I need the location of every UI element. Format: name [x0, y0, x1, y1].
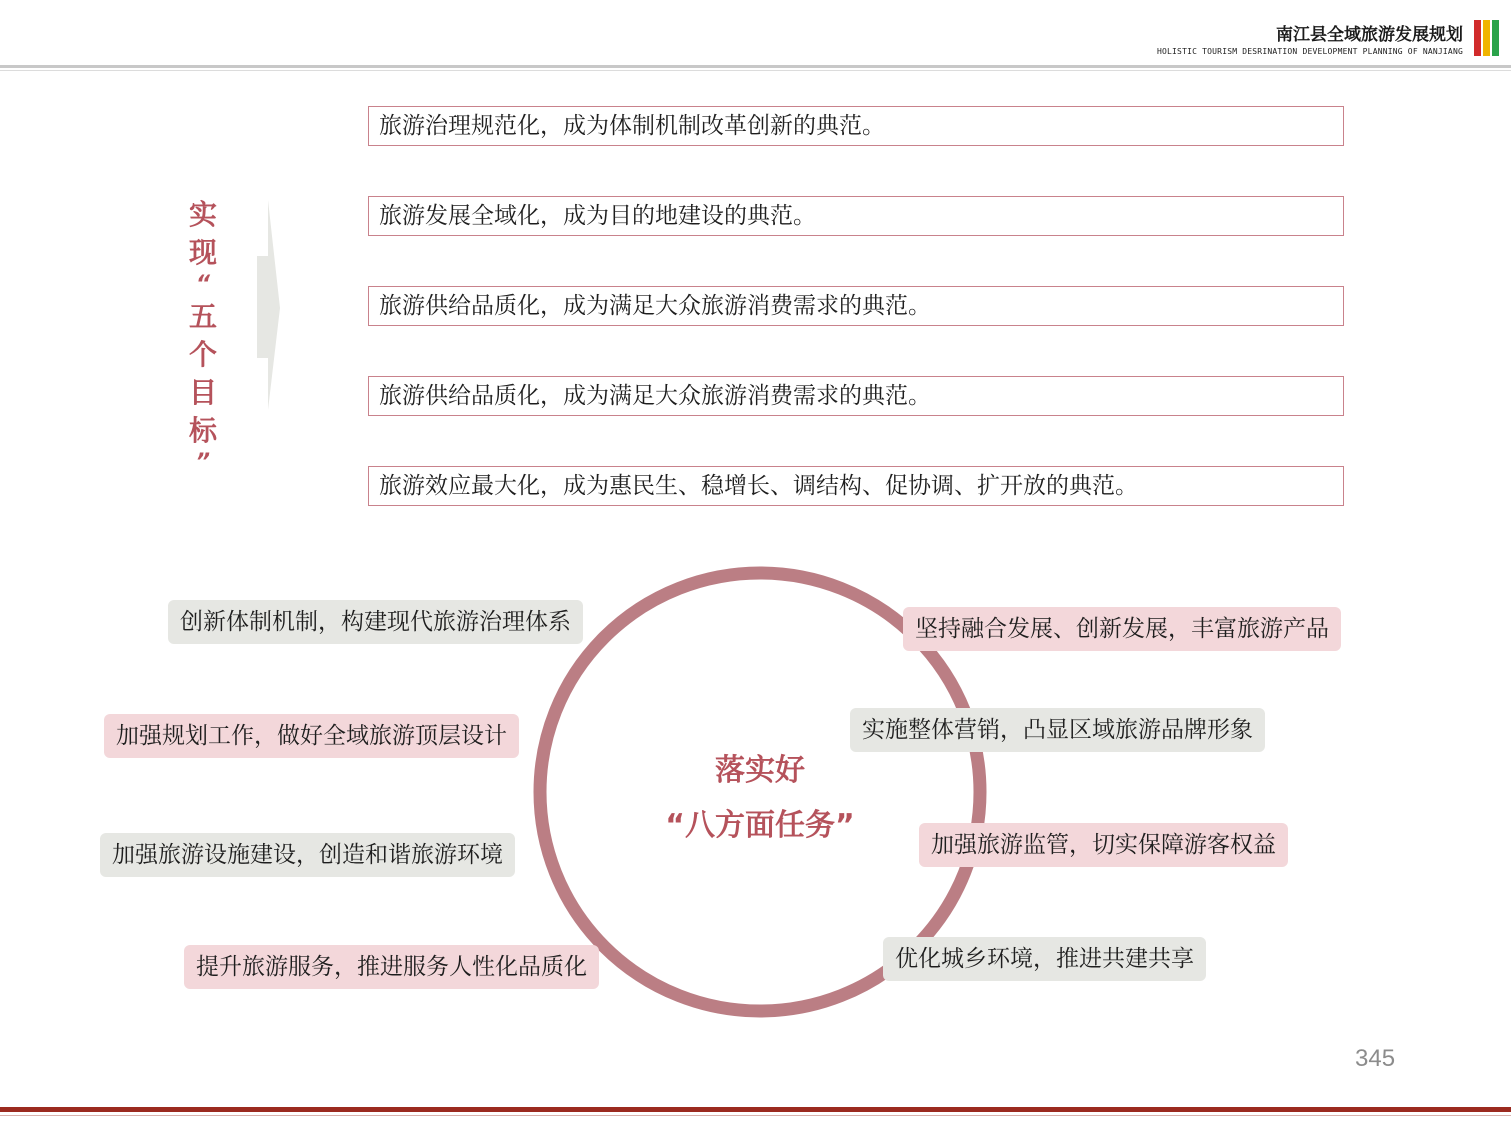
task-item: 加强旅游设施建设，创造和谐旅游环境	[100, 833, 515, 877]
tasks-center-title: 落实好	[715, 753, 805, 788]
task-item: 提升旅游服务，推进服务人性化品质化	[184, 945, 599, 989]
logo-bar-red	[1474, 20, 1481, 56]
task-item: 优化城乡环境，推进共建共享	[883, 937, 1206, 981]
task-item: 实施整体营销，凸显区域旅游品牌形象	[850, 708, 1265, 752]
goals-heading-char: ”	[195, 450, 211, 475]
task-item: 加强旅游监管，切实保障游客权益	[919, 823, 1288, 867]
right-arrow-icon	[255, 200, 285, 415]
goals-heading-char: 实	[188, 198, 217, 231]
document-title: 南江县全域旅游发展规划	[1276, 25, 1463, 45]
task-item: 加强规划工作，做好全域旅游顶层设计	[104, 714, 519, 758]
document-subtitle: HOLISTIC TOURISM DESRINATION DEVELOPMENT PLANNING OF NANJIANG	[1156, 47, 1463, 56]
goals-heading-char: 现	[188, 236, 217, 269]
goal-item: 旅游治理规范化，成为体制机制改革创新的典范。	[368, 106, 1344, 146]
goals-heading-char: 个	[188, 338, 217, 371]
task-item: 坚持融合发展、创新发展，丰富旅游产品	[903, 607, 1341, 651]
goal-item: 旅游效应最大化，成为惠民生、稳增长、调结构、促协调、扩开放的典范。	[368, 466, 1344, 506]
goals-heading-char: 五	[188, 300, 217, 333]
header-divider-thin	[0, 70, 1511, 71]
goals-heading-char: 标	[188, 414, 217, 447]
goals-heading	[186, 196, 220, 476]
goal-item: 旅游供给品质化，成为满足大众旅游消费需求的典范。	[368, 286, 1344, 326]
goal-item: 旅游供给品质化，成为满足大众旅游消费需求的典范。	[368, 376, 1344, 416]
header-divider	[0, 65, 1511, 68]
page-number: 345	[1355, 1045, 1396, 1072]
goal-item: 旅游发展全域化，成为目的地建设的典范。	[368, 196, 1344, 236]
task-item: 创新体制机制，构建现代旅游治理体系	[168, 600, 583, 644]
logo-bar-yellow	[1483, 20, 1490, 56]
footer-line	[0, 1115, 1511, 1116]
footer-bar	[0, 1107, 1511, 1112]
logo-bar-green	[1492, 20, 1499, 56]
goals-heading-char: 目	[188, 376, 217, 409]
tasks-center-subtitle: “八方面任务”	[665, 808, 855, 843]
goals-heading-char: “	[195, 272, 211, 297]
